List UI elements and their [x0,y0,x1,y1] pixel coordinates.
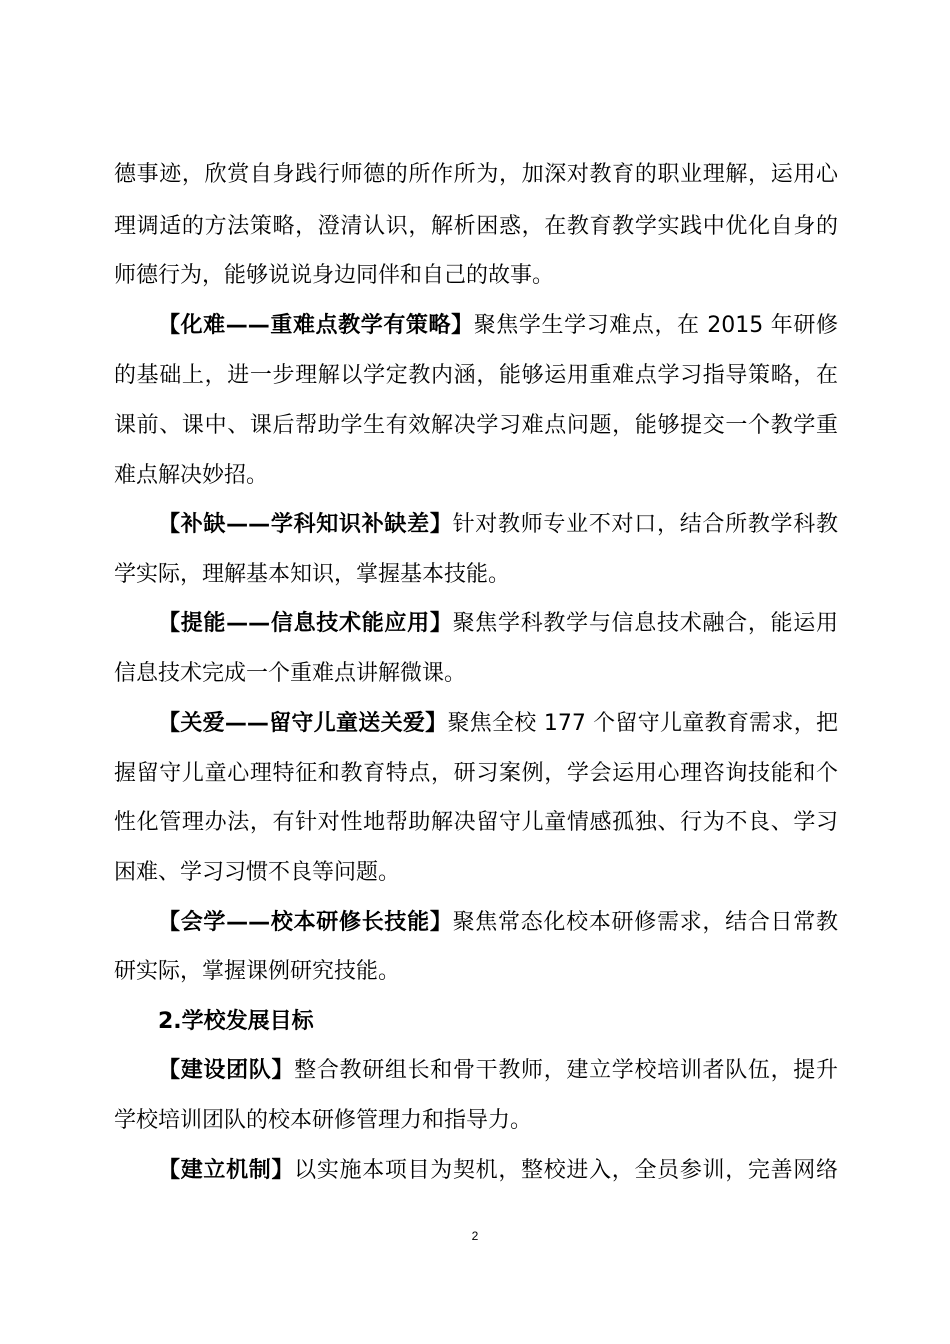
text-line [114,853,838,893]
page-number: 2 [471,1229,479,1243]
text-line [114,952,838,992]
subsection-title [158,1002,838,1042]
line-text: 学校培训团队的校本研修管理力和指导力。 [114,1108,533,1133]
section-heading: 【关爱——留守儿童送关爱】 [158,711,448,736]
text-line [114,754,838,794]
text-line [114,803,838,843]
text-line [114,555,838,595]
line-text: 师德行为，能够说说身边同伴和自己的故事。 [114,263,555,288]
line-text: 研实际，掌握课例研究技能。 [114,959,401,984]
section-heading: 【建设团队】 [158,1058,295,1083]
paragraph-first-line [158,1051,838,1091]
line-text: 聚焦学科教学与信息技术融合，能运用 [452,611,838,636]
section-heading: 2.学校发展目标 [158,1009,314,1034]
line-text: 握留守儿童心理特征和教育特点，研习案例，学会运用心理咨询技能和个 [114,761,838,786]
paragraph-first-line [158,1151,838,1191]
paragraph-first-line [158,604,838,644]
line-text: 课前、课中、课后帮助学生有效解决学习难点问题，能够提交一个教学重 [114,413,838,438]
text-line [114,1101,838,1141]
line-text: 信息技术完成一个重难点讲解微课。 [114,661,467,686]
line-text: 聚焦常态化校本研修需求，结合日常教 [452,910,838,935]
line-text: 以实施本项目为契机，整校进入，全员参训，完善网络 [294,1158,838,1183]
line-text: 针对教师专业不对口，结合所教学科教 [452,512,838,537]
line-text: 学实际，理解基本知识，掌握基本技能。 [114,562,511,587]
line-text: 的基础上，进一步理解以学定教内涵，能够运用重难点学习指导策略，在 [114,363,838,388]
paragraph-first-line [158,704,838,744]
line-text: 困难、学习习惯不良等问题。 [114,860,401,885]
section-heading: 【建立机制】 [158,1158,295,1183]
paragraph-first-line [158,505,838,545]
line-text: 聚焦学生学习难点，在 2015 年研修 [473,313,838,338]
section-heading: 【提能——信息技术能应用】 [158,611,453,636]
paragraph-first-line [158,903,838,943]
line-text: 难点解决妙招。 [114,463,269,488]
text-line [114,155,838,195]
line-text: 德事迹，欣赏自身践行师德的所作所为，加深对教育的职业理解，运用心 [114,162,838,187]
text-line [114,406,838,446]
text-line [114,356,838,396]
text-line [114,256,838,296]
text-line [114,456,838,496]
section-heading: 【补缺——学科知识补缺差】 [158,512,453,537]
line-text: 理调适的方法策略，澄清认识，解析困惑，在教育教学实践中优化自身的 [114,214,838,239]
section-heading: 【化难——重难点教学有策略】 [158,313,474,338]
line-text: 聚焦全校 177 个留守儿童教育需求，把 [447,711,838,736]
paragraph-first-line [158,306,838,346]
section-heading: 【会学——校本研修长技能】 [158,910,453,935]
line-text: 整合教研组长和骨干教师，建立学校培训者队伍，提升 [294,1058,838,1083]
text-line [114,207,838,247]
text-line [114,654,838,694]
line-text: 性化管理办法，有针对性地帮助解决留守儿童情感孤独、行为不良、学习 [114,810,838,835]
